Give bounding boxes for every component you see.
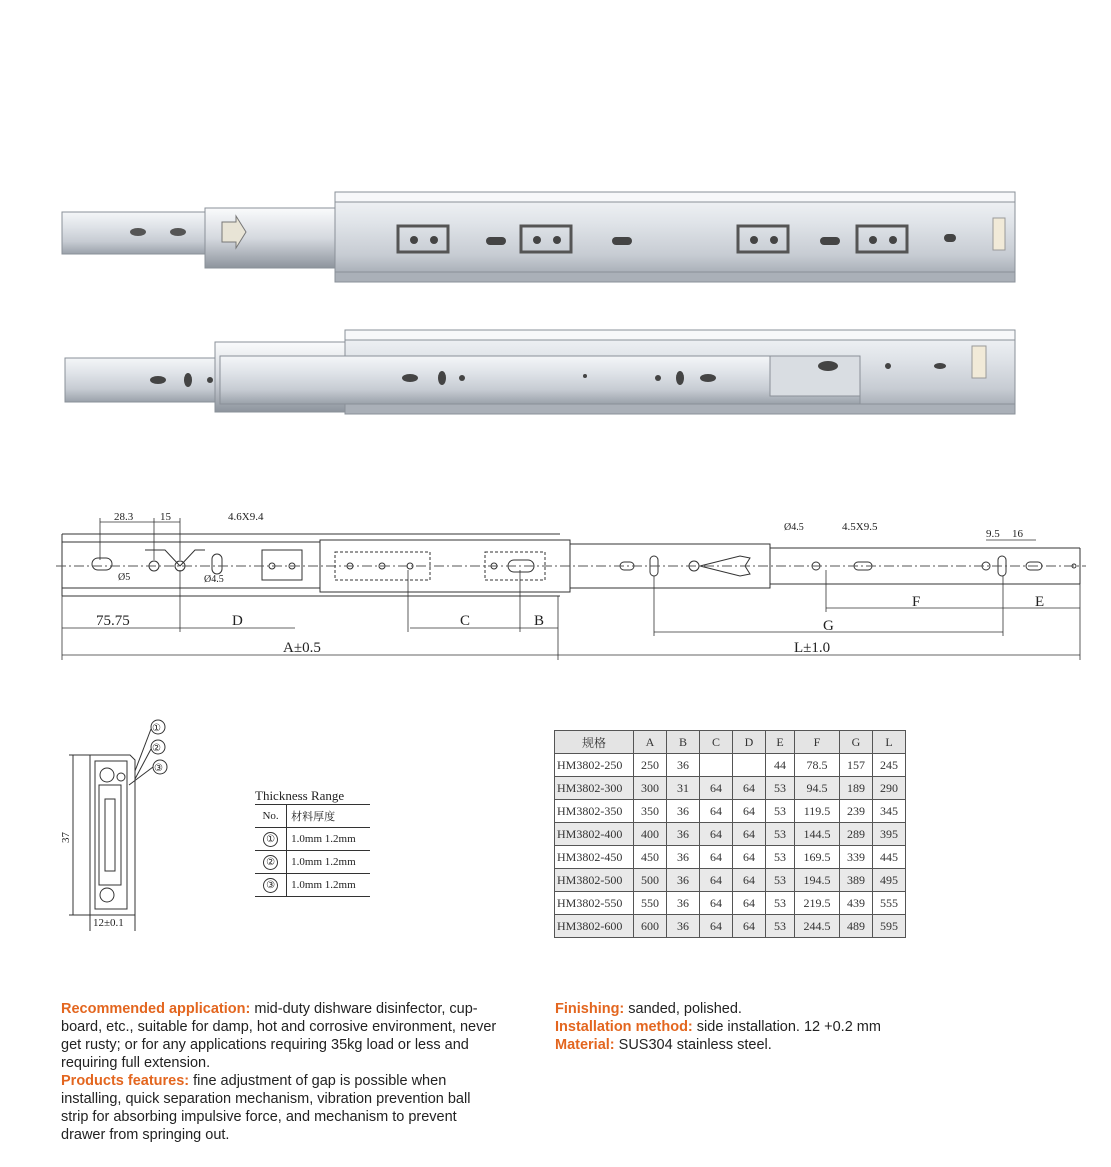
thickness-value: 1.0mm 1.2mm (287, 828, 370, 851)
spec-row (555, 869, 906, 892)
spec-cell: 36 (667, 915, 700, 938)
spec-header-b: B (667, 731, 700, 754)
description-left (61, 1000, 501, 1144)
spec-cell-model: HM3802-300 (555, 777, 634, 800)
spec-cell: 244.5 (795, 915, 840, 938)
profile-height: 37 (60, 832, 72, 843)
spec-header-f: F (795, 731, 840, 754)
products-features-text: fine adjustment of gap is possible when installing, quick separation mechanism, vibration prevention ball strip for absorbing impulsive force, and mechanism to prevent drawer from springing out. (61, 1073, 471, 1143)
spec-cell: 64 (700, 800, 733, 823)
dim-E: E (1035, 594, 1045, 610)
spec-cell: 600 (634, 915, 667, 938)
finishing-text: sanded, polished. (624, 1001, 742, 1017)
thickness-row (255, 874, 370, 897)
description-right (555, 1000, 995, 1054)
recommended-application-text: mid-duty dishware disinfector, cup-board, etc., suitable for damp, hot and corrosive environment, never get rusty; or for any applications requiring 35kg load or less and requiring full extension. (61, 1001, 497, 1071)
thickness-no: ② (263, 855, 278, 870)
spec-cell: 64 (700, 777, 733, 800)
spec-cell: 157 (840, 754, 873, 777)
spec-cell: 36 (667, 869, 700, 892)
spec-header-l: L (873, 731, 906, 754)
spec-cell: 53 (766, 823, 795, 846)
spec-cell: 495 (873, 869, 906, 892)
slide-photo-bottom (65, 330, 1015, 414)
spec-cell: 290 (873, 777, 906, 800)
spec-cell: 239 (840, 800, 873, 823)
spec-cell: 289 (840, 823, 873, 846)
thickness-row (255, 851, 370, 874)
spec-cell: 64 (733, 800, 766, 823)
dim-G: G (823, 618, 834, 634)
dim-hole-45-right: Ø4.5 (784, 522, 804, 533)
spec-table (554, 730, 906, 938)
spec-header-g: G (840, 731, 873, 754)
spec-cell: 64 (733, 777, 766, 800)
spec-cell: 489 (840, 915, 873, 938)
thickness-table (255, 804, 370, 897)
spec-cell: 94.5 (795, 777, 840, 800)
recommended-application-label: Recommended application: (61, 1001, 251, 1017)
profile-width: 12±0.1 (93, 917, 124, 929)
thickness-row (255, 828, 370, 851)
spec-cell: 389 (840, 869, 873, 892)
spec-cell-model: HM3802-500 (555, 869, 634, 892)
spec-cell: 64 (700, 892, 733, 915)
spec-cell: 500 (634, 869, 667, 892)
thickness-header-value: 材料厚度 (287, 805, 370, 828)
profile-marker-1: ① (152, 723, 161, 734)
spec-cell: 345 (873, 800, 906, 823)
spec-cell: 189 (840, 777, 873, 800)
spec-table-wrap (554, 730, 906, 938)
spec-cell-model: HM3802-550 (555, 892, 634, 915)
spec-cell: 64 (700, 915, 733, 938)
spec-row (555, 823, 906, 846)
dim-slot-46x94: 4.6X9.4 (228, 511, 264, 523)
spec-cell: 250 (634, 754, 667, 777)
spec-row (555, 915, 906, 938)
spec-header-e: E (766, 731, 795, 754)
spec-cell: 36 (667, 800, 700, 823)
dim-75-75: 75.75 (96, 613, 130, 629)
dim-L: L±1.0 (794, 640, 831, 656)
dim-C: C (460, 613, 471, 629)
profile-marker-3: ③ (154, 763, 163, 774)
spec-header-model: 规格 (555, 731, 634, 754)
spec-cell: 36 (667, 892, 700, 915)
spec-table-body (555, 754, 906, 938)
slide-photo-top (62, 192, 1015, 282)
spec-cell-model: HM3802-450 (555, 846, 634, 869)
thickness-value: 1.0mm 1.2mm (287, 851, 370, 874)
spec-cell (700, 754, 733, 777)
spec-cell: 445 (873, 846, 906, 869)
spec-cell-model: HM3802-400 (555, 823, 634, 846)
spec-cell: 595 (873, 915, 906, 938)
spec-cell: 245 (873, 754, 906, 777)
spec-cell: 450 (634, 846, 667, 869)
thickness-range (255, 788, 370, 897)
thickness-value: 1.0mm 1.2mm (287, 874, 370, 897)
dim-hole-45-left: Ø4.5 (204, 574, 224, 585)
thickness-title: Thickness Range (255, 788, 345, 803)
spec-cell: 64 (700, 823, 733, 846)
spec-cell: 36 (667, 754, 700, 777)
spec-cell-model: HM3802-600 (555, 915, 634, 938)
spec-cell: 53 (766, 915, 795, 938)
spec-cell: 31 (667, 777, 700, 800)
spec-cell: 300 (634, 777, 667, 800)
spec-cell: 400 (634, 823, 667, 846)
spec-cell: 53 (766, 800, 795, 823)
profile-marker-2: ② (152, 743, 161, 754)
dim-9-5: 9.5 (986, 528, 1000, 540)
dim-B: B (534, 613, 545, 629)
spec-cell: 53 (766, 846, 795, 869)
material-text: SUS304 stainless steel. (614, 1037, 772, 1053)
thickness-header-no: No. (255, 805, 287, 828)
material-label: Material: (555, 1037, 615, 1053)
spec-cell: 555 (873, 892, 906, 915)
spec-cell: 64 (733, 823, 766, 846)
spec-cell: 550 (634, 892, 667, 915)
dim-16: 16 (1012, 528, 1023, 540)
spec-cell: 64 (700, 846, 733, 869)
dim-28-3: 28.3 (114, 511, 134, 523)
dim-A: A±0.5 (283, 640, 321, 656)
thickness-no: ③ (263, 878, 278, 893)
spec-row (555, 846, 906, 869)
spec-header-row (555, 731, 906, 754)
spec-cell: 53 (766, 869, 795, 892)
spec-row (555, 777, 906, 800)
dim-F: F (912, 594, 921, 610)
spec-cell: 64 (700, 869, 733, 892)
spec-cell-model: HM3802-250 (555, 754, 634, 777)
dim-D: D (232, 613, 243, 629)
spec-row (555, 892, 906, 915)
product-photo-slides (0, 160, 1111, 430)
products-features-label: Products features: (61, 1073, 190, 1089)
spec-cell: 64 (733, 846, 766, 869)
profile-cross-section (55, 715, 185, 935)
spec-cell: 53 (766, 892, 795, 915)
spec-cell (733, 754, 766, 777)
spec-cell-model: HM3802-350 (555, 800, 634, 823)
spec-row (555, 754, 906, 777)
spec-row (555, 800, 906, 823)
spec-cell: 169.5 (795, 846, 840, 869)
spec-cell: 219.5 (795, 892, 840, 915)
technical-drawing (0, 500, 1111, 670)
installation-method-label: Installation method: (555, 1019, 693, 1035)
thickness-header-row (255, 805, 370, 828)
spec-cell: 64 (733, 869, 766, 892)
spec-cell: 194.5 (795, 869, 840, 892)
spec-header-d: D (733, 731, 766, 754)
spec-header-a: A (634, 731, 667, 754)
spec-cell: 36 (667, 846, 700, 869)
dim-slot-45x95: 4.5X9.5 (842, 521, 878, 533)
thickness-no: ① (263, 832, 278, 847)
finishing-label: Finishing: (555, 1001, 625, 1017)
spec-cell: 64 (733, 915, 766, 938)
dim-15: 15 (160, 511, 171, 523)
spec-cell: 53 (766, 777, 795, 800)
spec-cell: 339 (840, 846, 873, 869)
dim-hole-5: Ø5 (118, 572, 131, 583)
spec-cell: 36 (667, 823, 700, 846)
spec-cell: 119.5 (795, 800, 840, 823)
installation-method-text: side installation. 12 +0.2 mm (692, 1019, 881, 1035)
spec-cell: 78.5 (795, 754, 840, 777)
spec-header-c: C (700, 731, 733, 754)
spec-cell: 395 (873, 823, 906, 846)
spec-cell: 144.5 (795, 823, 840, 846)
spec-cell: 44 (766, 754, 795, 777)
spec-cell: 439 (840, 892, 873, 915)
spec-cell: 64 (733, 892, 766, 915)
spec-cell: 350 (634, 800, 667, 823)
